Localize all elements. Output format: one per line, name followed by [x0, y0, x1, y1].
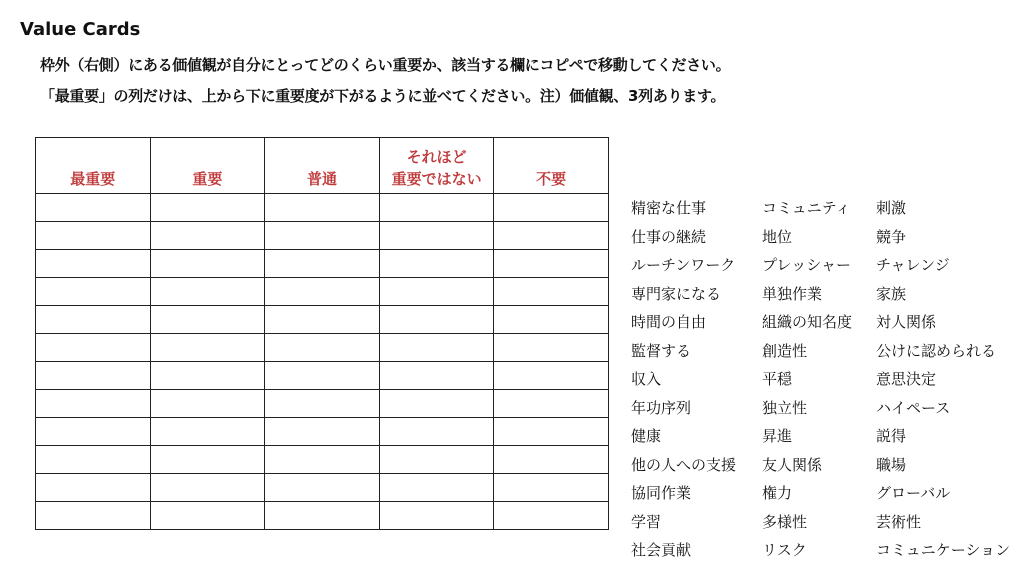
table-row: [36, 194, 609, 222]
value-card[interactable]: 職場: [876, 455, 907, 474]
cell-unnecessary[interactable]: [494, 250, 609, 278]
cell-not-very-important[interactable]: [379, 474, 494, 502]
cell-important[interactable]: [150, 362, 265, 390]
value-row: [631, 283, 1011, 312]
value-row: [631, 511, 1011, 540]
value-card[interactable]: 他の人への支援: [631, 455, 737, 474]
value-card[interactable]: 仕事の継続: [631, 227, 707, 246]
cell-not-very-important[interactable]: [379, 306, 494, 334]
cell-most-important[interactable]: [36, 222, 151, 250]
value-row: [631, 425, 1011, 454]
value-row: [631, 254, 1011, 283]
value-card[interactable]: 権力: [762, 484, 793, 502]
header-most-important: 最重要: [36, 138, 151, 194]
cell-unnecessary[interactable]: [494, 390, 609, 418]
value-card[interactable]: ハイペース: [876, 398, 951, 417]
cell-most-important[interactable]: [36, 474, 151, 502]
cell-normal[interactable]: [265, 306, 380, 334]
cell-most-important[interactable]: [36, 362, 151, 390]
value-card[interactable]: ルーチンワーク: [631, 256, 736, 274]
value-row: [631, 311, 1011, 340]
cell-unnecessary[interactable]: [494, 334, 609, 362]
cell-not-very-important[interactable]: [379, 222, 494, 250]
value-row: [631, 197, 1011, 226]
table-row: [36, 362, 609, 390]
cell-most-important[interactable]: [36, 446, 151, 474]
value-card[interactable]: 精密な仕事: [631, 199, 707, 217]
value-card[interactable]: 協同作業: [631, 484, 692, 502]
table-header-row: [36, 138, 609, 194]
value-card[interactable]: 収入: [631, 370, 662, 388]
value-card[interactable]: 年功序列: [631, 398, 692, 417]
table-row: [36, 222, 609, 250]
cell-important[interactable]: [150, 222, 265, 250]
cell-not-very-important[interactable]: [379, 502, 494, 530]
cell-normal[interactable]: [265, 474, 380, 502]
value-card[interactable]: グローバル: [876, 484, 951, 502]
value-card[interactable]: 多様性: [762, 512, 808, 531]
cell-most-important[interactable]: [36, 194, 151, 222]
cell-normal[interactable]: [265, 362, 380, 390]
value-card[interactable]: 創造性: [762, 341, 808, 360]
value-card[interactable]: 専門家になる: [631, 284, 722, 303]
cell-normal[interactable]: [265, 446, 380, 474]
value-card[interactable]: 家族: [876, 284, 907, 303]
instruction-line-2: 「最重要」の列だけは、上から下に重要度が下がるように並べてください。注）価値観、3列あります。: [40, 87, 726, 105]
cell-not-very-important[interactable]: [379, 390, 494, 418]
cell-important[interactable]: [150, 502, 265, 530]
value-card[interactable]: 独立性: [762, 398, 808, 417]
cell-not-very-important[interactable]: [379, 250, 494, 278]
table-row: [36, 418, 609, 446]
value-row: [631, 397, 1011, 426]
value-row: [631, 454, 1011, 483]
cell-normal[interactable]: [265, 334, 380, 362]
value-card[interactable]: 友人関係: [762, 455, 823, 474]
value-card[interactable]: チャレンジ: [876, 256, 950, 274]
cell-important[interactable]: [150, 278, 265, 306]
cell-important[interactable]: [150, 250, 265, 278]
table-row: [36, 334, 609, 362]
cell-normal[interactable]: [265, 194, 380, 222]
value-card[interactable]: 時間の自由: [631, 313, 707, 331]
cell-not-very-important[interactable]: [379, 194, 494, 222]
cell-normal[interactable]: [265, 250, 380, 278]
table-row: [36, 446, 609, 474]
header-not-very-important: それほど 重要ではない: [379, 138, 494, 194]
table-body: [36, 194, 609, 530]
cell-unnecessary[interactable]: [494, 502, 609, 530]
instruction-line-1: 枠外（右側）にある価値観が自分にとってどのくらい重要か、該当する欄にコピペで移動してください。: [40, 56, 731, 74]
cell-normal[interactable]: [265, 390, 380, 418]
table-row: [36, 474, 609, 502]
value-card[interactable]: 競争: [876, 227, 907, 246]
cell-most-important[interactable]: [36, 278, 151, 306]
value-row: [631, 368, 1011, 397]
cell-important[interactable]: [150, 390, 265, 418]
cell-unnecessary[interactable]: [494, 222, 609, 250]
value-card[interactable]: コミュニティ: [762, 199, 851, 217]
value-card[interactable]: 意思決定: [876, 370, 937, 388]
value-row: [631, 226, 1011, 255]
value-card[interactable]: 芸術性: [876, 512, 922, 531]
value-card[interactable]: 組織の知名度: [762, 313, 853, 331]
value-card[interactable]: 地位: [762, 227, 793, 246]
value-card[interactable]: 公けに認められる: [876, 341, 997, 360]
table-row: [36, 250, 609, 278]
value-card[interactable]: 平穏: [762, 370, 793, 388]
cell-not-very-important[interactable]: [379, 278, 494, 306]
value-cards-list: [631, 197, 1011, 568]
value-card[interactable]: 監督する: [631, 341, 692, 360]
cell-most-important[interactable]: [36, 390, 151, 418]
cell-most-important[interactable]: [36, 334, 151, 362]
cell-most-important[interactable]: [36, 418, 151, 446]
value-card[interactable]: 刺激: [876, 199, 907, 217]
cell-unnecessary[interactable]: [494, 446, 609, 474]
cell-not-very-important[interactable]: [379, 446, 494, 474]
cell-not-very-important[interactable]: [379, 334, 494, 362]
cell-important[interactable]: [150, 194, 265, 222]
table-row: [36, 390, 609, 418]
value-card[interactable]: 説得: [876, 427, 907, 445]
table-row: [36, 306, 609, 334]
cell-unnecessary[interactable]: [494, 362, 609, 390]
cell-important[interactable]: [150, 418, 265, 446]
cell-unnecessary[interactable]: [494, 306, 609, 334]
header-important: 重要: [150, 138, 265, 194]
cell-important[interactable]: [150, 306, 265, 334]
cell-normal[interactable]: [265, 502, 380, 530]
cell-unnecessary[interactable]: [494, 474, 609, 502]
value-card[interactable]: 健康: [631, 427, 662, 445]
value-card[interactable]: リスク: [762, 541, 807, 559]
cell-important[interactable]: [150, 474, 265, 502]
value-card[interactable]: コミュニケーション: [876, 541, 1011, 559]
value-row: [631, 340, 1011, 369]
cell-not-very-important[interactable]: [379, 418, 494, 446]
cell-not-very-important[interactable]: [379, 362, 494, 390]
cell-normal[interactable]: [265, 278, 380, 306]
cell-unnecessary[interactable]: [494, 418, 609, 446]
cell-important[interactable]: [150, 446, 265, 474]
value-row: [631, 539, 1011, 568]
value-card[interactable]: 対人関係: [876, 313, 937, 331]
cell-most-important[interactable]: [36, 250, 151, 278]
value-row: [631, 482, 1011, 511]
cell-normal[interactable]: [265, 418, 380, 446]
table-row: [36, 278, 609, 306]
value-sorting-table: [35, 137, 609, 530]
cell-unnecessary[interactable]: [494, 194, 609, 222]
cell-most-important[interactable]: [36, 502, 151, 530]
value-card[interactable]: プレッシャー: [762, 256, 851, 274]
cell-important[interactable]: [150, 334, 265, 362]
cell-unnecessary[interactable]: [494, 278, 609, 306]
value-card[interactable]: 社会貢献: [631, 541, 692, 559]
header-unnecessary: 不要: [494, 138, 609, 194]
value-card[interactable]: 学習: [631, 512, 662, 531]
value-card[interactable]: 昇進: [762, 427, 793, 445]
page-title: Value Cards: [20, 19, 141, 40]
header-normal: 普通: [265, 138, 380, 194]
cell-most-important[interactable]: [36, 306, 151, 334]
table-row: [36, 502, 609, 530]
cell-normal[interactable]: [265, 222, 380, 250]
value-card[interactable]: 単独作業: [762, 284, 823, 303]
